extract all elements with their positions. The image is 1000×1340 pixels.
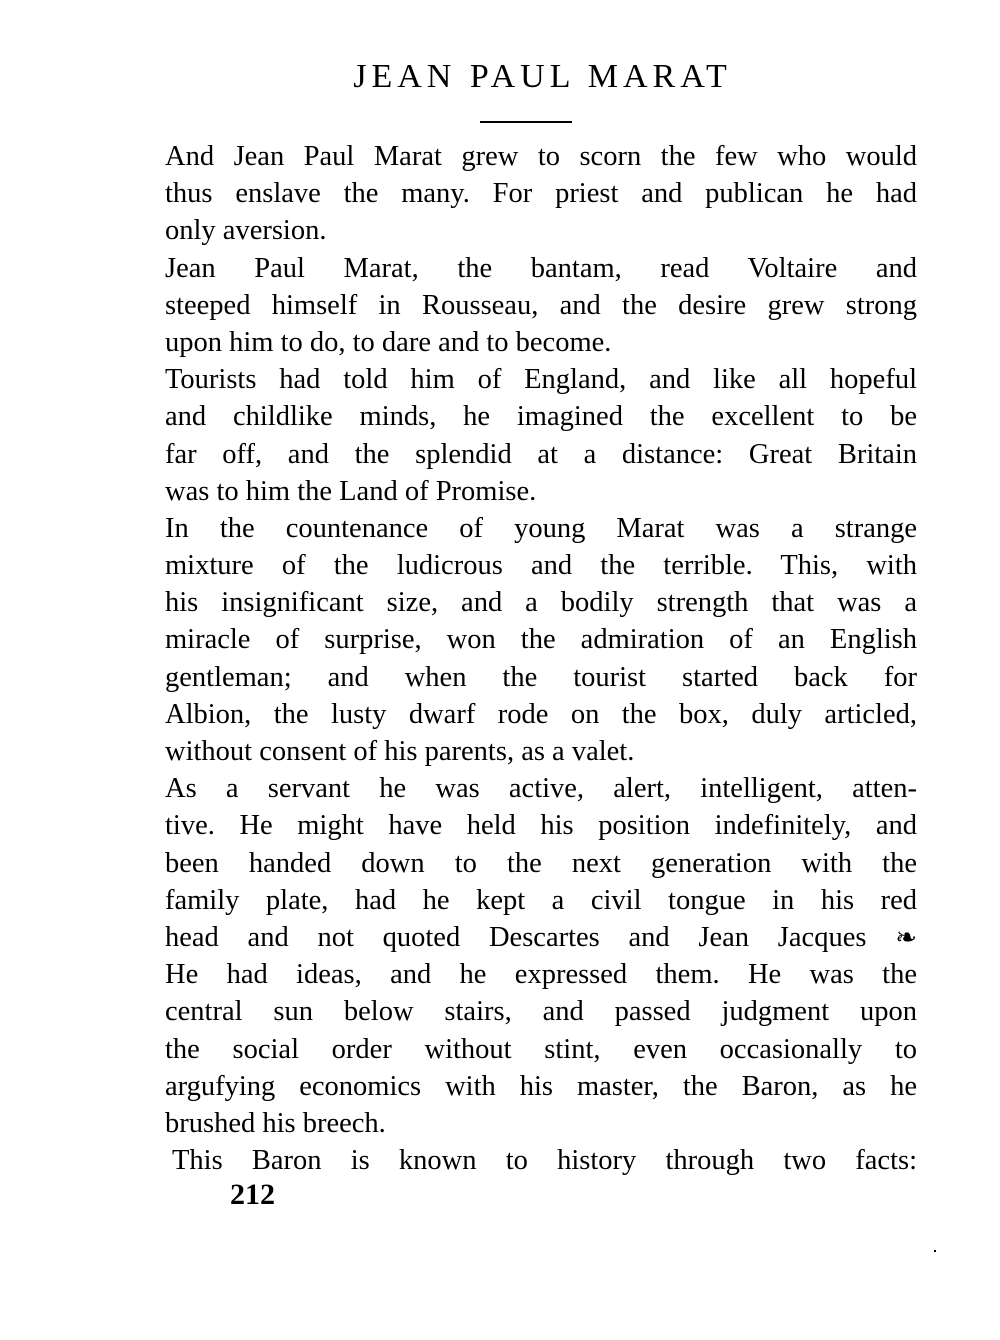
text-line: without consent of his parents, as a valet. xyxy=(165,736,635,767)
hedera-ornament-icon: ❧ xyxy=(895,922,917,952)
text-line: gentleman; and when the tourist started back for xyxy=(165,661,917,693)
text-span: head and not quoted Descartes and Jean Jacques xyxy=(165,921,867,953)
text-line: upon him to do, to dare and to become. xyxy=(165,326,612,358)
text-line: This Baron is known to history through two facts: xyxy=(172,1145,917,1177)
paragraph xyxy=(165,361,917,510)
text-line: In the countenance of young Marat was a strange xyxy=(165,512,917,544)
paragraph xyxy=(165,250,917,362)
text-line: Tourists had told him of England, and like all hopeful xyxy=(165,364,917,396)
text-line: Albion, the lusty dwarf rode on the box, duly articled, xyxy=(165,698,917,730)
paragraph xyxy=(165,770,917,1142)
text-line: miracle of surprise, won the admiration of an English xyxy=(165,624,917,656)
text-line: was to him the Land of Promise. xyxy=(165,475,537,507)
paragraph xyxy=(165,1142,917,1179)
text-line: And Jean Paul Marat grew to scorn the few who would xyxy=(165,141,917,172)
text-line: He had ideas, and he expressed them. He was the xyxy=(165,959,917,991)
text-line: family plate, had he kept a civil tongue in his red xyxy=(165,884,917,916)
text-line: Jean Paul Marat, the bantam, read Voltaire and xyxy=(165,252,917,284)
text-line: mixture of the ludicrous and the terrible. This, with xyxy=(165,550,917,582)
page-number: 212 xyxy=(230,1178,275,1211)
text-line: thus enslave the many. For priest and publican he had xyxy=(165,178,917,210)
text-line: the social order without stint, even occasionally to xyxy=(165,1033,917,1065)
title-rule xyxy=(480,121,572,123)
text-line: far off, and the splendid at a distance: Great Britain xyxy=(165,438,917,470)
text-line: and childlike minds, he imagined the excellent to be xyxy=(165,401,917,433)
text-line: argufying economics with his master, the Baron, as he xyxy=(165,1070,917,1102)
body-text xyxy=(165,138,917,1179)
paragraph xyxy=(165,138,917,250)
text-line: As a servant he was active, alert, intelligent, atten- xyxy=(165,773,917,805)
paragraph xyxy=(165,510,917,770)
text-line: his insignificant size, and a bodily strength that was a xyxy=(165,587,917,619)
text-line: tive. He might have held his position indefinitely, and xyxy=(165,810,917,842)
scan-speck xyxy=(934,1250,936,1252)
text-line: central sun below stairs, and passed judgment upon xyxy=(165,996,917,1028)
text-line: steeped himself in Rousseau, and the desire grew strong xyxy=(165,289,917,321)
text-line: brushed his breech. xyxy=(165,1107,386,1139)
running-title: JEAN PAUL MARAT xyxy=(353,58,732,95)
text-line: been handed down to the next generation with the xyxy=(165,847,917,879)
text-line: only aversion. xyxy=(165,215,327,247)
text-line-with-ornament xyxy=(165,919,917,956)
